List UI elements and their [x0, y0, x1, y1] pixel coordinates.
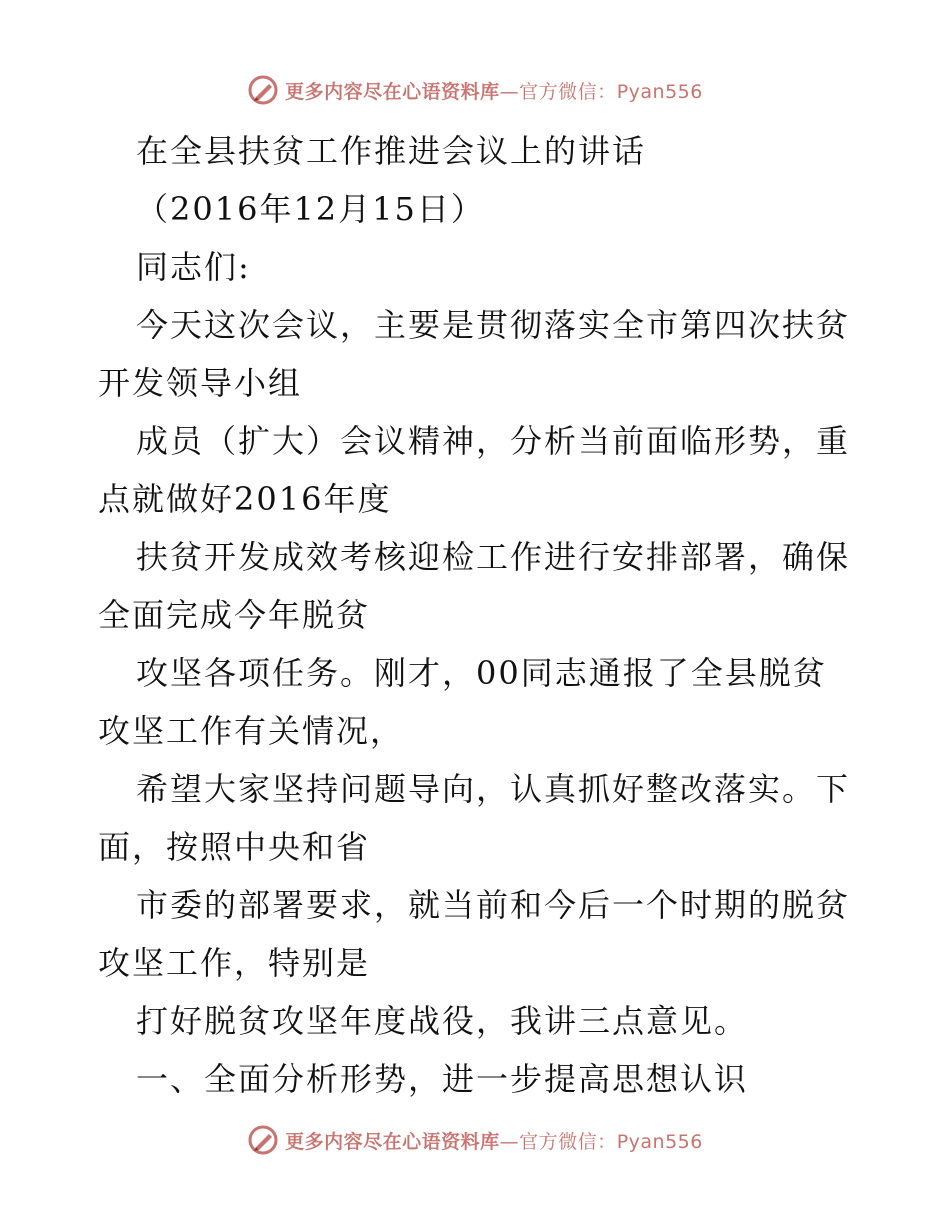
watermark-main: 更多内容尽在心语资料库: [285, 1130, 500, 1153]
text-line: 市委的部署要求，就当前和今后一个时期的脱贫: [136, 886, 851, 924]
text-line: 在全县扶贫工作推进会议上的讲话: [136, 132, 647, 170]
text-line: 攻坚各项任务。刚才，00同志通报了全县脱贫: [136, 654, 827, 692]
text-line: 同志们:: [136, 248, 251, 286]
text-line: 一、全面分析形势，进一步提高思想认识: [136, 1060, 749, 1098]
watermark-sep: —: [499, 1130, 520, 1153]
watermark-id: Pyan556: [616, 80, 703, 103]
watermark-header: [0, 70, 950, 110]
pen-logo-icon: [247, 74, 279, 106]
text-line: （2016年12月15日）: [136, 190, 485, 228]
text-line: 希望大家坚持问题导向，认真抓好整改落实。下: [136, 770, 851, 808]
text-line: 攻坚工作，特别是: [98, 944, 371, 982]
watermark-sep: —: [499, 80, 520, 103]
text-line: 扶贫开发成效考核迎检工作进行安排部署，确保: [136, 538, 851, 576]
watermark-label: 官方微信：: [519, 80, 617, 103]
text-line: 攻坚工作有关情况，: [98, 712, 405, 750]
watermark-id: Pyan556: [616, 1130, 703, 1153]
text-line: 成员（扩大）会议精神，分析当前面临形势，重: [136, 422, 851, 460]
text-line: 面，按照中央和省: [98, 828, 371, 866]
text-line: 今天这次会议，主要是贯彻落实全市第四次扶贫: [136, 306, 851, 344]
document-body: [98, 122, 858, 1108]
watermark-text: [285, 77, 703, 104]
text-line: 开发领导小组: [98, 364, 303, 402]
watermark-main: 更多内容尽在心语资料库: [285, 80, 500, 103]
text-line: 打好脱贫攻坚年度战役，我讲三点意见。: [136, 1002, 749, 1040]
watermark-footer: [0, 1120, 950, 1160]
watermark-label: 官方微信：: [519, 1130, 617, 1153]
watermark-text: [285, 1127, 703, 1154]
pen-logo-icon: [247, 1124, 279, 1156]
text-line: 全面完成今年脱贫: [98, 596, 371, 634]
text-line: 点就做好2016年度: [98, 480, 392, 518]
